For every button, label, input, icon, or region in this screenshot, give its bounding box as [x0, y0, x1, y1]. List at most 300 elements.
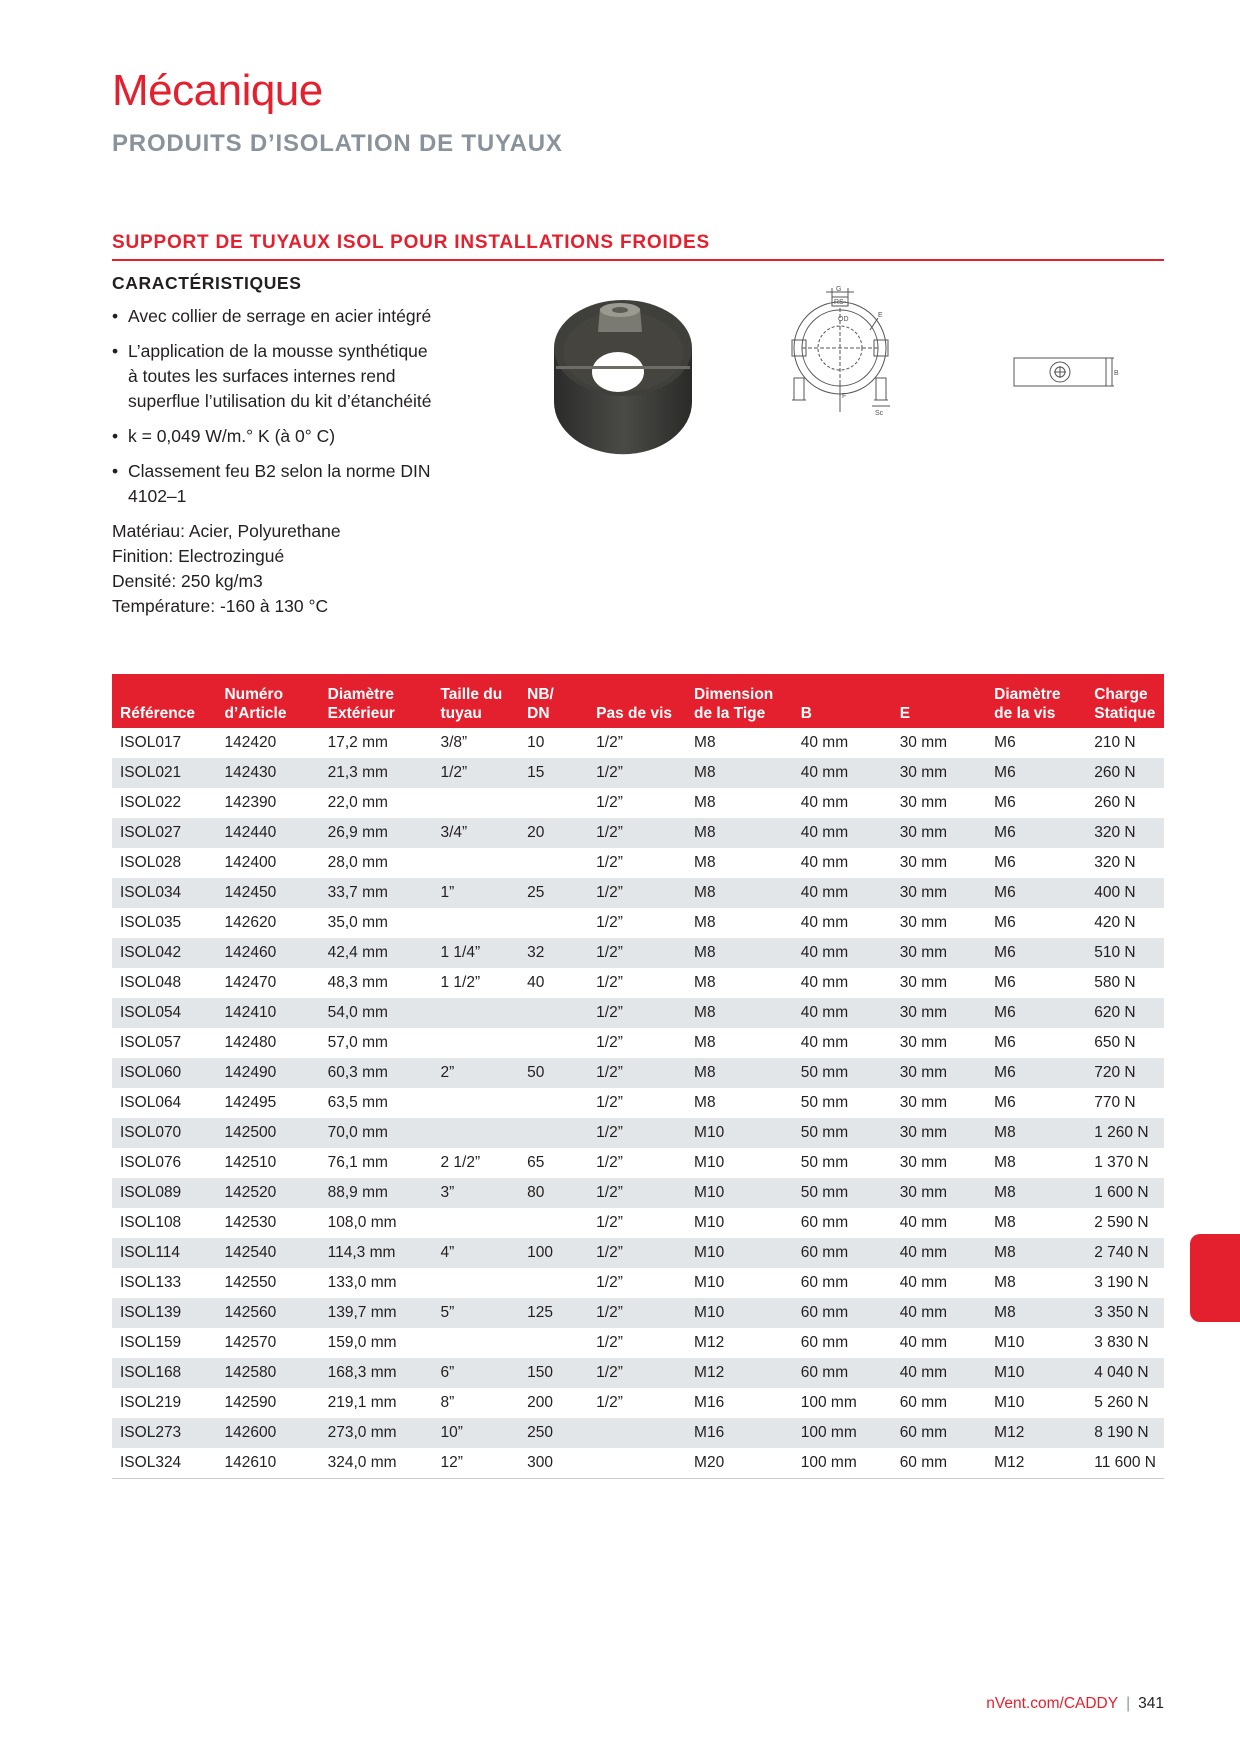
table-cell: M6: [986, 998, 1086, 1028]
table-cell: 2”: [432, 1058, 519, 1088]
table-cell: 48,3 mm: [327, 974, 388, 991]
column-header-line: Taille du: [440, 686, 503, 703]
table-cell: M16: [686, 1418, 793, 1448]
table-cell: 17,2 mm: [327, 734, 388, 751]
table-cell: 4 040 N: [1086, 1358, 1164, 1388]
footer-separator: |: [1126, 1695, 1131, 1712]
table-cell: M8: [694, 1094, 716, 1111]
table-cell: 26,9 mm: [320, 818, 433, 848]
table-cell: 142440: [216, 818, 319, 848]
table-cell: ISOL114: [112, 1238, 216, 1268]
table-cell: ISOL035: [120, 914, 182, 931]
table-cell: 142580: [216, 1358, 319, 1388]
table-row: [112, 908, 1164, 938]
table-cell: ISOL324: [112, 1448, 216, 1479]
table-cell: 30 mm: [899, 914, 948, 931]
table-cell: M10: [994, 1394, 1025, 1411]
table-cell: M10: [686, 1178, 793, 1208]
table-cell: 142600: [216, 1418, 319, 1448]
specs-list: [112, 519, 442, 619]
table-body: [112, 728, 1164, 1479]
table-cell: 1/2”: [588, 878, 686, 908]
table-cell: 40: [527, 974, 545, 991]
table-cell: 40 mm: [899, 1214, 948, 1231]
table-cell: 30 mm: [892, 938, 986, 968]
table-cell: 114,3 mm: [320, 1238, 433, 1268]
drawing-label-g: G: [836, 286, 842, 293]
table-cell: 40 mm: [793, 878, 892, 908]
table-cell: 54,0 mm: [320, 998, 433, 1028]
drawing-label-f: F: [842, 393, 847, 400]
table-cell: 8”: [440, 1394, 455, 1411]
table-cell: 142520: [216, 1178, 319, 1208]
table-row: [112, 788, 1164, 818]
table-cell: 720 N: [1086, 1058, 1164, 1088]
spec-finish: Finition: Electrozingué: [112, 546, 285, 566]
table-cell: 2 740 N: [1086, 1238, 1164, 1268]
table-cell: 1/2”: [596, 1094, 623, 1111]
table-cell: 400 N: [1086, 878, 1164, 908]
table-cell: [519, 788, 588, 818]
column-header: [793, 674, 892, 728]
table-cell: 3 190 N: [1094, 1274, 1149, 1291]
table-cell: 60 mm: [892, 1418, 986, 1448]
table-cell: 30 mm: [899, 1094, 948, 1111]
table-cell: 60 mm: [793, 1238, 892, 1268]
table-cell: ISOL017: [120, 734, 182, 751]
table-cell: M6: [994, 794, 1016, 811]
table-cell: ISOL089: [112, 1178, 216, 1208]
table-cell: 100 mm: [793, 1448, 892, 1479]
table-row: [112, 1118, 1164, 1148]
table-cell: 42,4 mm: [320, 938, 433, 968]
table-cell: 1/2”: [588, 938, 686, 968]
table-cell: 30 mm: [892, 878, 986, 908]
table-cell: 28,0 mm: [327, 854, 388, 871]
table-cell: 1/2”: [596, 794, 623, 811]
table-cell: M6: [986, 1058, 1086, 1088]
table-cell: 142510: [224, 1154, 277, 1171]
table-cell: 142530: [224, 1214, 277, 1231]
column-header: [432, 674, 519, 728]
table-cell: 273,0 mm: [320, 1418, 433, 1448]
table-cell: M8: [694, 854, 716, 871]
table-cell: 100: [519, 1238, 588, 1268]
table-cell: 210 N: [1094, 734, 1136, 751]
table-cell: M20: [686, 1448, 793, 1479]
column-header: [686, 674, 793, 728]
table-cell: 139,7 mm: [320, 1298, 433, 1328]
column-header-line: Référence: [120, 705, 195, 722]
column-header-line: tuyau: [440, 705, 482, 722]
table-cell: 260 N: [1086, 758, 1164, 788]
table-row: [112, 1268, 1164, 1298]
table-cell: 650 N: [1094, 1034, 1136, 1051]
table-cell: M8: [694, 974, 716, 991]
table-row: [112, 1328, 1164, 1358]
table-cell: 1/2”: [596, 974, 623, 991]
table-cell: 133,0 mm: [327, 1274, 397, 1291]
table-cell: 80: [519, 1178, 588, 1208]
column-header-line: Pas de vis: [596, 705, 672, 722]
table-cell: 60 mm: [800, 1334, 849, 1351]
table-cell: 142495: [224, 1094, 277, 1111]
table-cell: 142400: [224, 854, 277, 871]
table-cell: M10: [686, 1298, 793, 1328]
table-cell: [432, 1028, 519, 1058]
column-header-line: NB/: [527, 686, 554, 703]
table-cell: ISOL034: [112, 878, 216, 908]
table-cell: M10: [986, 1358, 1086, 1388]
table-cell: 1/2”: [588, 1298, 686, 1328]
table-cell: 40 mm: [892, 1358, 986, 1388]
table-cell: [432, 1208, 519, 1238]
table-cell: 22,0 mm: [327, 794, 388, 811]
table-cell: 21,3 mm: [320, 758, 433, 788]
table-cell: M6: [994, 1094, 1016, 1111]
table-cell: 1/2”: [596, 1154, 623, 1171]
table-cell: ISOL168: [112, 1358, 216, 1388]
features-heading: CARACTÉRISTIQUES: [112, 273, 302, 293]
table-cell: ISOL054: [112, 998, 216, 1028]
table-cell: M8: [686, 818, 793, 848]
table-cell: M8: [994, 1154, 1016, 1171]
table-cell: 40 mm: [793, 998, 892, 1028]
table-cell: 510 N: [1086, 938, 1164, 968]
table-cell: [432, 1328, 519, 1358]
table-cell: 40 mm: [800, 854, 849, 871]
table-row: [112, 1388, 1164, 1418]
table-cell: M12: [694, 1334, 725, 1351]
table-cell: 142540: [216, 1238, 319, 1268]
table-cell: [519, 1328, 588, 1358]
table-cell: 60 mm: [800, 1274, 849, 1291]
table-cell: M8: [686, 758, 793, 788]
table-cell: [432, 848, 519, 878]
table-cell: 60,3 mm: [320, 1058, 433, 1088]
table-cell: 1 1/4”: [432, 938, 519, 968]
table-cell: [432, 788, 519, 818]
table-cell: 50: [519, 1058, 588, 1088]
table-cell: 1/2”: [588, 1178, 686, 1208]
table-cell: ISOL076: [120, 1154, 182, 1171]
table-cell: 30 mm: [892, 1118, 986, 1148]
table-cell: M8: [686, 878, 793, 908]
table-row: [112, 1058, 1164, 1088]
table-cell: M8: [694, 914, 716, 931]
table-cell: [432, 1118, 519, 1148]
table-cell: 57,0 mm: [327, 1034, 388, 1051]
table-cell: 30 mm: [899, 1154, 948, 1171]
table-cell: 142470: [224, 974, 277, 991]
table-cell: 142590: [224, 1394, 277, 1411]
table-cell: M6: [986, 878, 1086, 908]
table-cell: [432, 1268, 519, 1298]
table-cell: 30 mm: [899, 734, 948, 751]
table-cell: 142390: [224, 794, 277, 811]
table-cell: M12: [986, 1448, 1086, 1479]
table-cell: ISOL021: [112, 758, 216, 788]
technical-drawing-front: [782, 282, 912, 462]
column-header-line: Diamètre: [994, 686, 1061, 703]
table-cell: 30 mm: [892, 1178, 986, 1208]
table-cell: 63,5 mm: [327, 1094, 388, 1111]
column-header-line: E: [899, 705, 911, 722]
page-title: Mécanique: [112, 66, 323, 115]
table-cell: 30 mm: [899, 1034, 948, 1051]
table-cell: 40 mm: [800, 734, 849, 751]
table-cell: 1/2”: [596, 1334, 623, 1351]
table-cell: 420 N: [1094, 914, 1136, 931]
table-cell: 40 mm: [793, 818, 892, 848]
table-cell: 40 mm: [800, 914, 849, 931]
table-cell: 60 mm: [899, 1394, 948, 1411]
table-cell: M16: [694, 1394, 725, 1411]
table-cell: 40 mm: [800, 974, 849, 991]
feature-bullet: • L’application de la mousse synthétique à toutes les surfaces internes rend superflue l’utilisation du kit d’étanchéité: [112, 339, 442, 414]
table-cell: ISOL048: [120, 974, 182, 991]
table-cell: 1 600 N: [1086, 1178, 1164, 1208]
table-cell: [519, 1268, 588, 1298]
drawing-label-b: B: [1114, 370, 1119, 377]
table-cell: M6: [994, 914, 1016, 931]
spec-density: Densité: 250 kg/m3: [112, 571, 263, 591]
table-cell: [519, 848, 588, 878]
product-photo: [548, 290, 698, 460]
table-cell: M8: [986, 1178, 1086, 1208]
product-table: [112, 674, 1164, 1479]
table-cell: 250: [519, 1418, 588, 1448]
table-cell: 320 N: [1086, 818, 1164, 848]
technical-drawing-side: [1010, 352, 1120, 392]
table-cell: ISOL219: [120, 1394, 182, 1411]
table-cell: M8: [986, 1118, 1086, 1148]
table-cell: M10: [994, 1334, 1025, 1351]
table-cell: 32: [519, 938, 588, 968]
table-cell: 8 190 N: [1086, 1418, 1164, 1448]
table-cell: 324,0 mm: [320, 1448, 433, 1479]
table-cell: 142610: [216, 1448, 319, 1479]
table-cell: M8: [686, 998, 793, 1028]
table-cell: [588, 1418, 686, 1448]
table-cell: ISOL139: [112, 1298, 216, 1328]
table-cell: 1/2”: [596, 914, 623, 931]
table-cell: 3 350 N: [1086, 1298, 1164, 1328]
table-cell: 65: [527, 1154, 545, 1171]
table-cell: 580 N: [1094, 974, 1136, 991]
table-cell: 620 N: [1086, 998, 1164, 1028]
table-cell: 5”: [432, 1298, 519, 1328]
table-cell: 150: [519, 1358, 588, 1388]
table-cell: ISOL057: [120, 1034, 182, 1051]
table-cell: 6”: [432, 1358, 519, 1388]
table-cell: 1/2”: [596, 1214, 623, 1231]
table-cell: 60 mm: [800, 1214, 849, 1231]
table-row: [112, 1148, 1164, 1178]
table-cell: 30 mm: [892, 998, 986, 1028]
table-cell: ISOL159: [120, 1334, 182, 1351]
column-header-line: DN: [527, 705, 550, 722]
table-cell: M6: [994, 1034, 1016, 1051]
table-cell: M6: [994, 734, 1016, 751]
table-cell: ISOL064: [120, 1094, 182, 1111]
table-row: [112, 818, 1164, 848]
table-row: [112, 1358, 1164, 1388]
table-cell: 1/2”: [596, 1034, 623, 1051]
table-cell: [519, 1028, 588, 1058]
column-header: [216, 674, 319, 728]
column-header-line: Numéro: [224, 686, 284, 703]
table-cell: 1 370 N: [1094, 1154, 1149, 1171]
table-cell: 300: [519, 1448, 588, 1479]
table-cell: M10: [694, 1214, 725, 1231]
table-row: [112, 1448, 1164, 1479]
feature-bullet: • Avec collier de serrage en acier intégré: [112, 304, 442, 329]
table-cell: M10: [694, 1154, 725, 1171]
spec-material: Matériau: Acier, Polyurethane: [112, 521, 341, 541]
footer-website-link[interactable]: nVent.com/CADDY: [986, 1695, 1119, 1712]
table-cell: M6: [986, 818, 1086, 848]
drawing-label-e: E: [878, 312, 883, 319]
table-cell: 125: [519, 1298, 588, 1328]
features-block: [112, 271, 442, 619]
table-cell: 40 mm: [793, 758, 892, 788]
table-cell: 320 N: [1094, 854, 1136, 871]
table-cell: [519, 1088, 588, 1118]
table-cell: 168,3 mm: [320, 1358, 433, 1388]
table-cell: [588, 1448, 686, 1479]
table-cell: 2 590 N: [1094, 1214, 1149, 1231]
table-cell: 1/2”: [588, 1358, 686, 1388]
table-cell: 1/2”: [588, 998, 686, 1028]
table-cell: 70,0 mm: [320, 1118, 433, 1148]
table-cell: 200: [527, 1394, 554, 1411]
table-cell: 159,0 mm: [327, 1334, 397, 1351]
table-cell: M10: [686, 1118, 793, 1148]
table-cell: 260 N: [1094, 794, 1136, 811]
table-cell: 108,0 mm: [327, 1214, 397, 1231]
column-header-line: Dimension: [694, 686, 774, 703]
table-cell: M8: [694, 1034, 716, 1051]
table-cell: 2 1/2”: [440, 1154, 481, 1171]
table-cell: 1/2”: [596, 854, 623, 871]
drawing-label-sc: Sc: [875, 410, 884, 417]
table-cell: M10: [694, 1274, 725, 1291]
table-cell: M8: [686, 1058, 793, 1088]
table-cell: 1 1/2”: [440, 974, 481, 991]
table-cell: 30 mm: [899, 854, 948, 871]
table-cell: 40 mm: [899, 1274, 948, 1291]
table-cell: 60 mm: [793, 1298, 892, 1328]
table-cell: 40 mm: [892, 1238, 986, 1268]
table-cell: 1/2”: [596, 1394, 623, 1411]
features-list: [112, 304, 442, 509]
table-row: [112, 1208, 1164, 1238]
table-cell: ISOL060: [112, 1058, 216, 1088]
table-cell: 142560: [216, 1298, 319, 1328]
table-cell: 142570: [224, 1334, 277, 1351]
table-cell: 1/2”: [588, 1118, 686, 1148]
table-cell: 60 mm: [892, 1448, 986, 1479]
table-cell: 142620: [224, 914, 277, 931]
table-cell: 20: [519, 818, 588, 848]
table-cell: [432, 908, 519, 938]
table-row: [112, 1178, 1164, 1208]
table-cell: M8: [986, 1238, 1086, 1268]
table-cell: 142500: [216, 1118, 319, 1148]
table-cell: 1/2”: [588, 1238, 686, 1268]
table-cell: 5 260 N: [1094, 1394, 1149, 1411]
table-cell: 100 mm: [800, 1394, 857, 1411]
table-cell: ISOL042: [112, 938, 216, 968]
table-cell: 1/2”: [432, 758, 519, 788]
table-cell: M8: [694, 734, 716, 751]
table-cell: ISOL133: [120, 1274, 182, 1291]
table-cell: 1/2”: [588, 758, 686, 788]
table-cell: ISOL070: [112, 1118, 216, 1148]
chapter-tab: [1190, 1234, 1240, 1322]
table-cell: 60 mm: [793, 1358, 892, 1388]
table-cell: ISOL273: [112, 1418, 216, 1448]
spec-temperature: Température: -160 à 130 °C: [112, 596, 329, 616]
table-cell: 142430: [216, 758, 319, 788]
table-cell: M12: [986, 1418, 1086, 1448]
table-cell: 40 mm: [800, 1034, 849, 1051]
table-cell: M6: [986, 758, 1086, 788]
table-cell: 219,1 mm: [327, 1394, 397, 1411]
table-cell: 50 mm: [793, 1118, 892, 1148]
table-cell: 50 mm: [793, 1058, 892, 1088]
table-cell: M8: [986, 1298, 1086, 1328]
table-cell: 33,7 mm: [320, 878, 433, 908]
column-header-line: de la Tige: [694, 705, 766, 722]
table-cell: [519, 998, 588, 1028]
column-header-line: de la vis: [994, 705, 1056, 722]
column-header: [112, 674, 216, 728]
drawing-label-rs: RS: [834, 299, 844, 306]
table-cell: 1”: [432, 878, 519, 908]
table-cell: 142420: [224, 734, 277, 751]
table-cell: 1/2”: [588, 1058, 686, 1088]
table-cell: [519, 1118, 588, 1148]
column-header-line: Charge: [1094, 686, 1148, 703]
table-row: [112, 1028, 1164, 1058]
table-row: [112, 1238, 1164, 1268]
table-cell: 40 mm: [800, 794, 849, 811]
column-header-line: Statique: [1094, 705, 1156, 722]
table-row: [112, 998, 1164, 1028]
table-cell: 15: [519, 758, 588, 788]
table-cell: [432, 998, 519, 1028]
table-cell: 11 600 N: [1086, 1448, 1164, 1479]
table-cell: 3 830 N: [1094, 1334, 1149, 1351]
table-row: [112, 1088, 1164, 1118]
table-row: [112, 968, 1164, 998]
table-row: [112, 1418, 1164, 1448]
table-cell: M8: [994, 1274, 1016, 1291]
table-cell: 40 mm: [793, 938, 892, 968]
table-cell: M6: [986, 938, 1086, 968]
table-cell: 12”: [432, 1448, 519, 1479]
table-cell: 30 mm: [899, 794, 948, 811]
column-header: [320, 674, 433, 728]
table-cell: 1/2”: [596, 734, 623, 751]
table-cell: 3/4”: [432, 818, 519, 848]
column-header-line: d’Article: [224, 705, 287, 722]
table-cell: 10”: [432, 1418, 519, 1448]
table-cell: ISOL022: [120, 794, 182, 811]
page-footer: [986, 1695, 1164, 1713]
